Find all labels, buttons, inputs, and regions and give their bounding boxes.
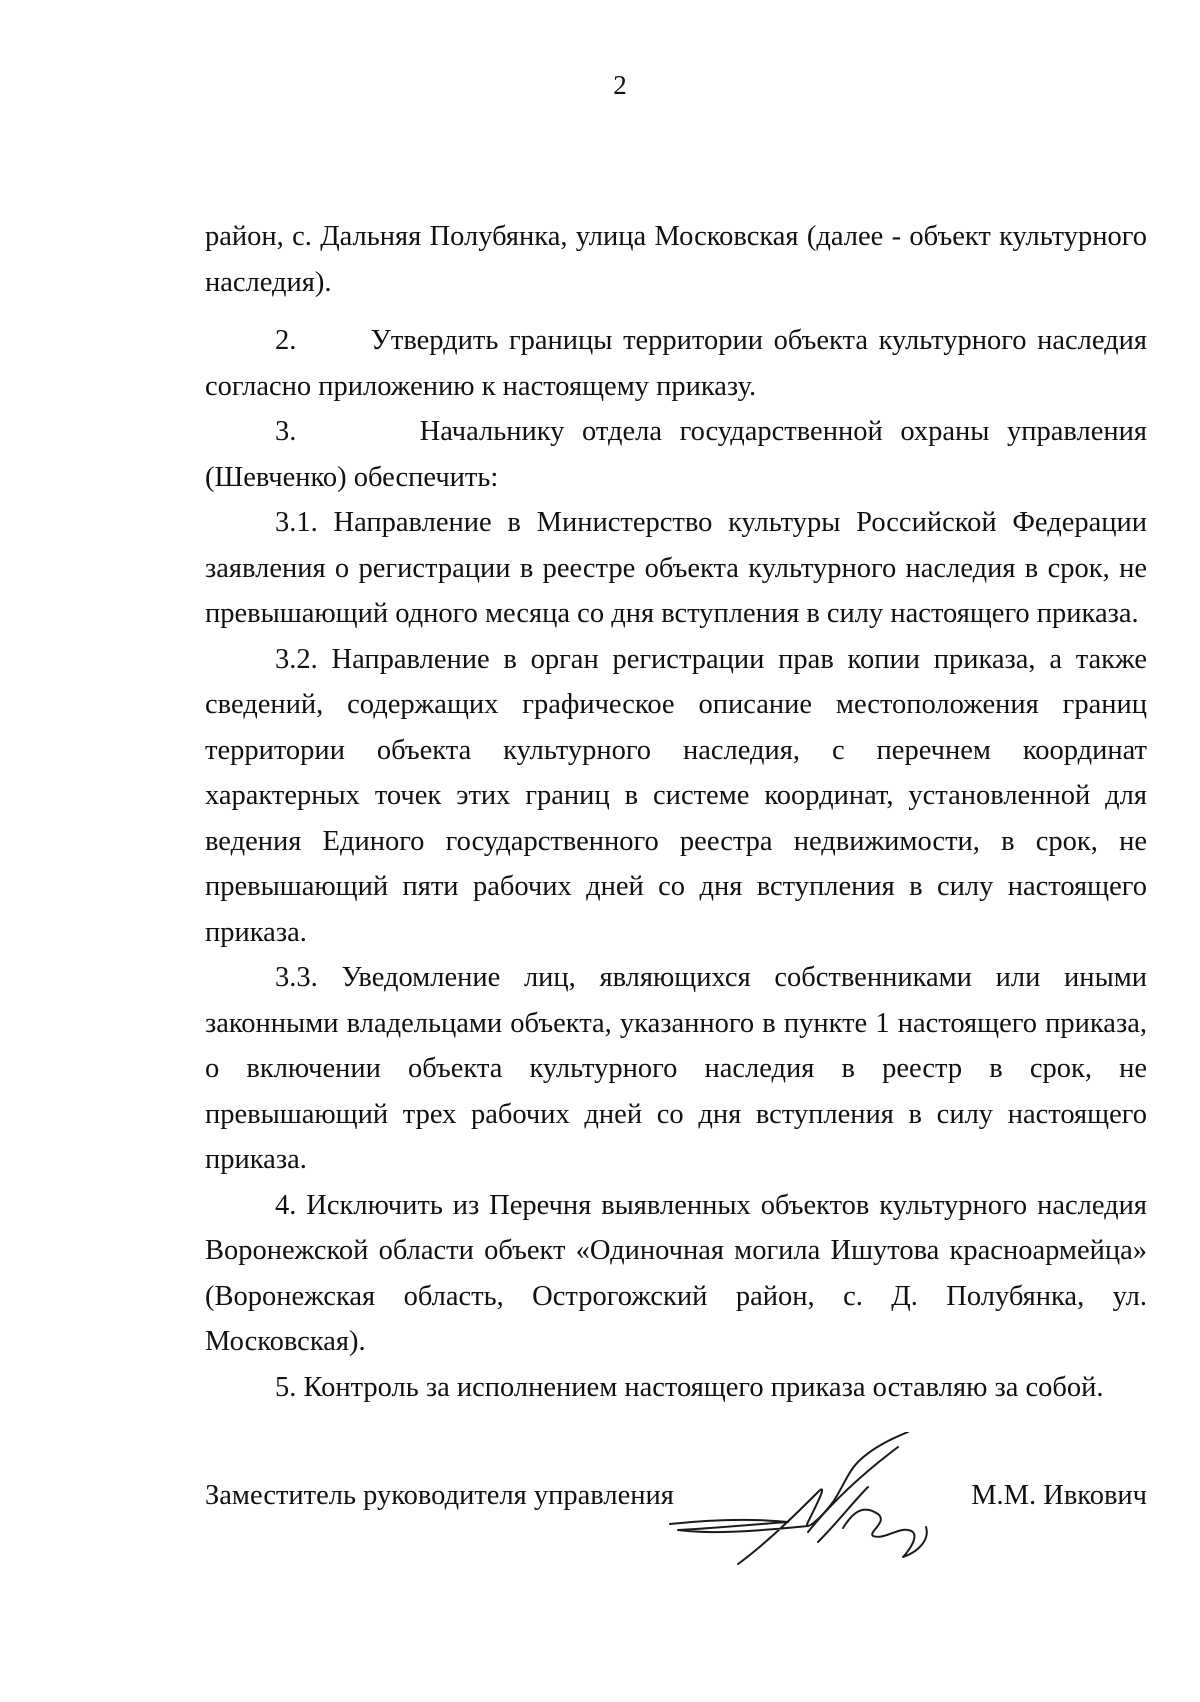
paragraph-item-4: 4. Исключить из Перечня выявленных объектов культурного наследия Воронежской области объект «Одиночная могила Ишутова красноармейца» (Воронежская область, Острогожский район, с. Д. Полубянка, ул. Московская). <box>205 1189 1147 1357</box>
page-number: 2 <box>613 70 627 100</box>
document-body <box>205 214 1147 1410</box>
paragraph-item-3-3: 3.3. Уведомление лиц, являющихся собственниками или иными законными владельцами объекта, указанного в пункте 1 настоящего приказа, о включении объекта культурного наследия в реестр в срок, не превышающий трех рабочих дней со дня вступления в силу настоящего приказа. <box>205 962 1147 1175</box>
paragraph-continuation: район, с. Дальняя Полубянка, улица Московская (далее - объект культурного наследия). <box>205 221 1147 298</box>
paragraph-item-3-1: 3.1. Направление в Министерство культуры Российской Федерации заявления о регистрации в реестре объекта культурного наследия в срок, не превышающий одного месяца со дня вступления в силу настоящего приказа. <box>205 507 1147 629</box>
paragraph-item-2: 2. Утвердить границы территории объекта культурного наследия согласно приложению к настоящему приказу. <box>205 325 1147 402</box>
paragraph-item-3: 3. Начальнику отдела государственной охраны управления (Шевченко) обеспечить: <box>205 416 1147 493</box>
signatory-position: Заместитель руководителя управления <box>205 1480 674 1511</box>
paragraph-item-3-2: 3.2. Направление в орган регистрации прав копии приказа, а также сведений, содержащих графическое описание местоположения границ территории объекта культурного наследия, с перечнем координат характерных точек этих границ в системе координат, установленной для ведения Единого государственного реестра недвижимости, в срок, не превышающий пяти рабочих дней со дня вступления в силу настоящего приказа. <box>205 643 1147 948</box>
handwritten-signature <box>668 1432 958 1582</box>
paragraph-item-5: 5. Контроль за исполнением настоящего приказа оставляю за собой. <box>275 1371 1104 1403</box>
signatory-name: М.М. Ивкович <box>971 1480 1147 1511</box>
